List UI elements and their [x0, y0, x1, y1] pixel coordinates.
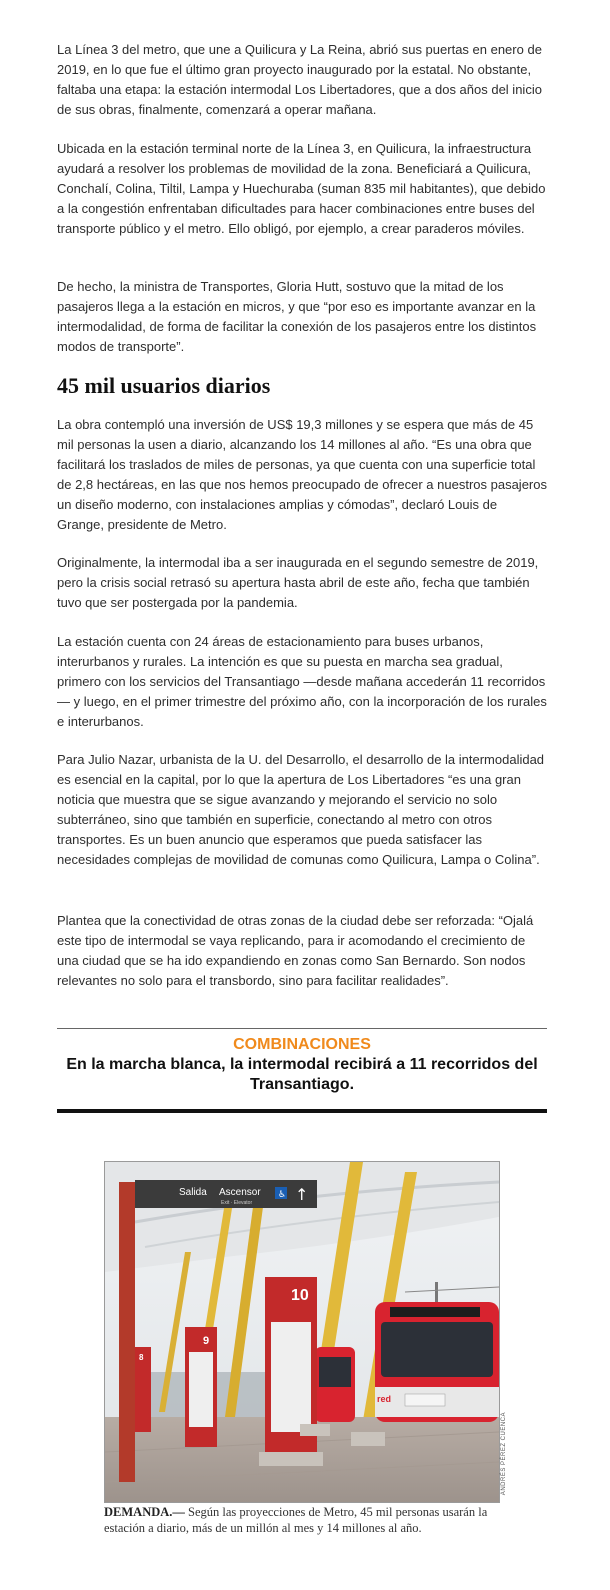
- paragraph-6: La estación cuenta con 24 áreas de estacionamiento para buses urbanos, interurbanos y rurales. La intención es que su puesta en marcha sea gradual, primero con los servicios del Transantiago —desde mañana accederán 11 recorridos— y luego, en el primer trimestre del próximo año, con la incorporación de los rurales e interurbanos.: [57, 634, 547, 729]
- totem-9-number: 9: [203, 1335, 210, 1347]
- photo-illustration: [105, 1162, 499, 1502]
- subheading: 45 mil usuarios diarios: [57, 373, 271, 398]
- caption-text: Según las proyecciones de Metro, 45 mil personas usarán la estación a diario, más de un millón al mes y 14 millones al año.: [104, 1505, 488, 1535]
- highlight-text: En la marcha blanca, la intermodal recibirá a 11 recorridos del Transantiago.: [66, 1056, 538, 1093]
- photo-credit: ANDRÉS PÉREZ CUENCA: [501, 1412, 507, 1496]
- station-photo: [104, 1161, 507, 1503]
- paragraph-4: La obra contempló una inversión de US$ 19,3 millones y se espera que más de 45 mil personas la usen a diario, alcanzando los 14 millones al año. “Es una obra que facilitará los traslados de miles de personas, ya que cuenta con una superficie total de 2,8 hectáreas, en las que nos hemos preocupado de ofrecer a nuestros pasajeros un diseño moderno, con instalaciones amplias y cómodas”, declaró Louis de Grange, presidente de Metro.: [57, 417, 547, 532]
- totem-9: [185, 1327, 217, 1447]
- photo-caption: [104, 1504, 504, 1536]
- paragraph-1: La Línea 3 del metro, que une a Quilicura y La Reina, abrió sus puertas en enero de 2019, en lo que fue el último gran proyecto inaugurado por la estatal. No obstante, faltaba una etapa: la estación intermodal Los Libertadores, que a dos años del inicio de sus obras, finalmente, comenzará a operar mañana.: [57, 42, 542, 117]
- paragraph-2: Ubicada en la estación terminal norte de la Línea 3, en Quilicura, la infraestructura ayudará a resolver los problemas de movilidad de la zona. Beneficiará a Quilicura, Conchalí, Colina, Tiltil, Lampa y Huechuraba (suman 835 mil habitantes), que debido a la congestión enfrentaban dificultades para hacer combinaciones entre buses del transporte público y el metro. Ello obligó, por ejemplo, a crear paraderos móviles.: [57, 141, 546, 236]
- exit-elevator-sign: [135, 1180, 317, 1208]
- totem-8-number: 8: [139, 1353, 144, 1362]
- sign-sub-label: Exit · Elevator: [221, 1200, 253, 1206]
- totem-10-number: 10: [291, 1287, 309, 1304]
- highlight-box: [57, 1028, 547, 1113]
- bus-brand: red: [377, 1394, 392, 1404]
- arrow-up-icon: ↑: [295, 1185, 309, 1204]
- sign-exit-label: Salida: [179, 1187, 207, 1198]
- svg-text:♿: ♿: [278, 1190, 287, 1200]
- totem-8: [135, 1347, 151, 1432]
- totem-10: [259, 1277, 323, 1466]
- sign-elevator-label: Ascensor: [219, 1187, 261, 1198]
- paragraph-7: Para Julio Nazar, urbanista de la U. del Desarrollo, el desarrollo de la intermodalidad es esencial en la capital, por lo que la apertura de Los Libertadores “es una gran noticia que muestra que se sigue avanzando y mejorando el servicio no solo subterráneo, sino que también en superficie, conectando al metro con otros transportes. Es un buen anuncio que esperamos que pueda satisfacer las necesidades complejas de movilidad de comunas como Quilicura, Lampa o Colina”.: [57, 752, 545, 867]
- paragraph-5: Originalmente, la intermodal iba a ser inaugurada en el segundo semestre de 2019, pero la crisis social retrasó su apertura hasta abril de este año, fecha que también tuvo que ser postergada por la pandemia.: [57, 555, 539, 610]
- paragraph-3: De hecho, la ministra de Transportes, Gloria Hutt, sostuvo que la mitad de los pasajeros llega a la estación en micros, y que “por eso es importante avanzar en la intermodalidad, de forma de facilitar la conexión de los pasajeros entre los distintos modos de transporte”.: [57, 279, 537, 354]
- highlight-kicker: COMBINACIONES: [233, 1036, 371, 1053]
- paragraph-8: Plantea que la conectividad de otras zonas de la ciudad debe ser reforzada: “Ojalá este tipo de intermodal se vaya replicando, para ir acomodando el crecimiento de una ciudad que se ha ido expandiendo en zonas como San Bernardo. Son nodos relevantes no solo para el transbordo, sino para facilitar realidades”.: [57, 913, 534, 988]
- caption-lead: DEMANDA.—: [104, 1505, 185, 1519]
